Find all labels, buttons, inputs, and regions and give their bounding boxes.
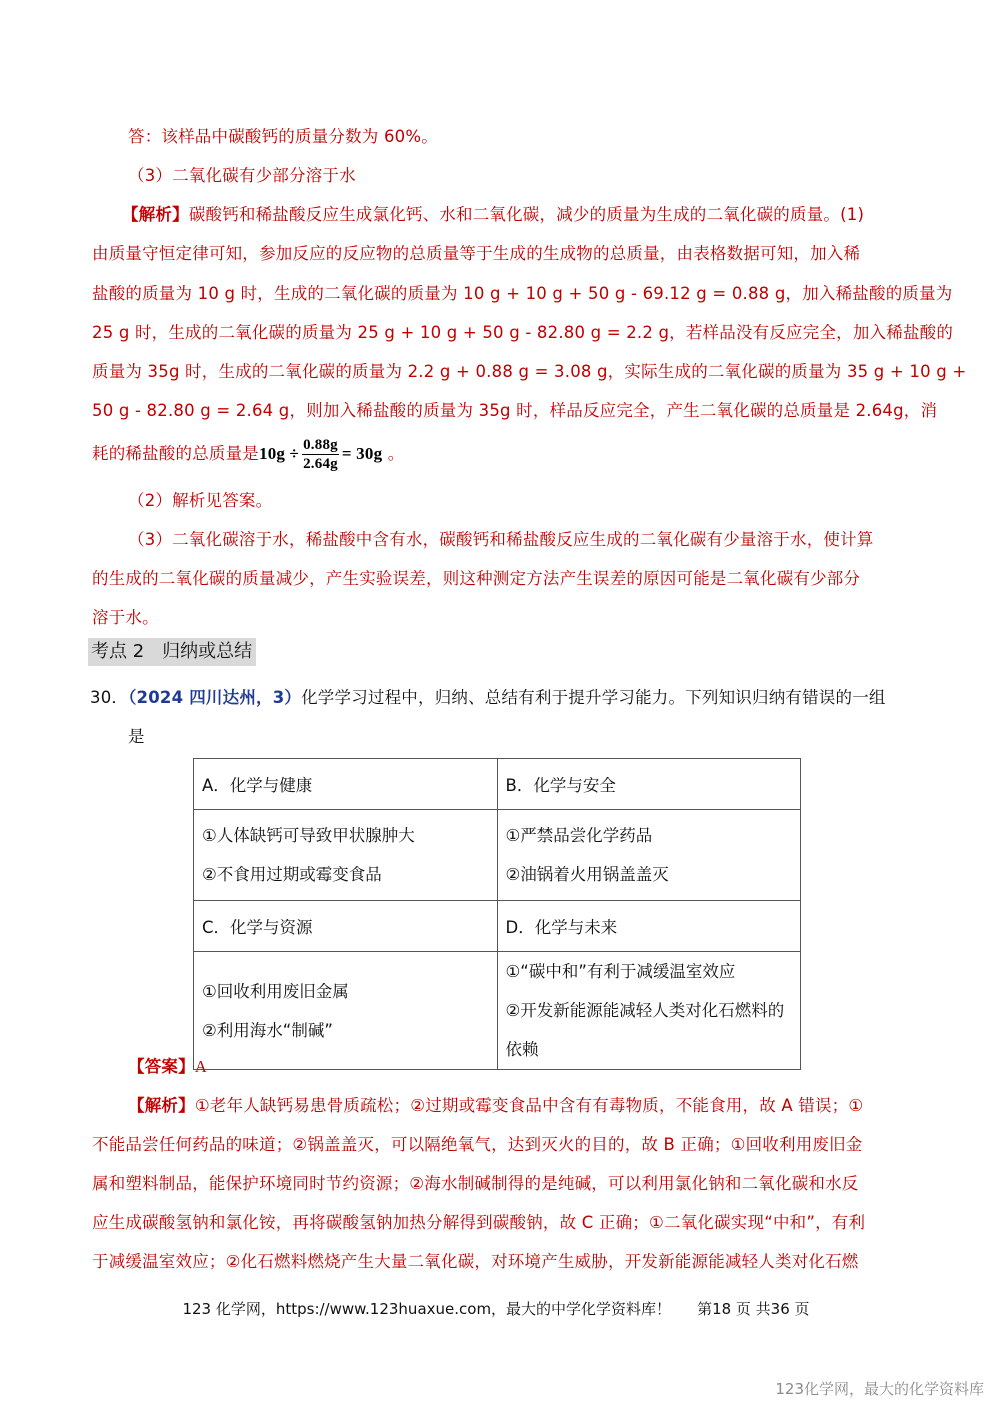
question-analysis-line-2: 不能品尝任何药品的味道；②锅盖盖灭，可以隔绝氧气，达到灭火的目的，故 B 正确；①回收利用废旧金: [92, 1135, 863, 1154]
formula-fraction: [302, 436, 339, 473]
formula-suffix: 。: [382, 444, 405, 463]
analysis-paragraph-line-2: 由质量守恒定律可知，参加反应的反应物的总质量等于生成的生成物的总质量，由表格数据可知，加入稀: [92, 244, 861, 263]
formula-prefix: 耗的稀盐酸的总质量是: [92, 444, 259, 463]
question-stem: 化学学习过程中，归纳、总结有利于提升学习能力。下列知识归纳有错误的一组: [301, 688, 886, 707]
option-d-item-2: ②开发新能源能减轻人类对化石燃料的依赖: [505, 1001, 785, 1059]
option-c-item-2: ②利用海水“制碱”: [202, 1020, 333, 1040]
watermark: 123化学网，最大的化学资料库: [775, 1380, 984, 1398]
question-source: （2024 四川达州，3）: [128, 688, 302, 707]
table-row: [194, 901, 801, 952]
question-analysis-text: ①老年人缺钙易患骨质疏松；②过期或霉变食品中含有有毒物质，不能食用，故 A 错误；①: [194, 1096, 864, 1115]
option-d-items: [497, 952, 801, 1070]
option-d-title: D．化学与未来: [497, 901, 801, 952]
option-a-items: [194, 810, 498, 901]
analysis-paragraph-line-3: 盐酸的质量为 10 g 时，生成的二氧化碳的质量为 10 g + 10 g + 50 g - 69.12 g = 0.88 g，加入稀盐酸的质量为: [92, 284, 953, 303]
question-analysis-line-3: 属和塑料制品，能保护环境同时节约资源；②海水制碱制得的是纯碱，可以利用氯化钠和二氧化碳和水反: [92, 1174, 859, 1193]
analysis-paragraph-line-6: 50 g - 82.80 g = 2.64 g，则加入稀盐酸的质量为 35g 时，样品反应完全，产生二氧化碳的总质量是 2.64g，消: [92, 401, 938, 420]
table-row: [194, 810, 801, 901]
option-b-title: B．化学与安全: [497, 759, 801, 810]
fraction-numerator: 0.88g: [303, 437, 338, 453]
answer-value: A: [194, 1057, 207, 1076]
option-b-items: [497, 810, 801, 901]
analysis-paragraph-line-1: [92, 205, 907, 225]
question-analysis-line-5: 于减缓温室效应；②化石燃料燃烧产生大量二氧化碳，对环境产生威胁，开发新能源能减轻人类对化石燃: [92, 1252, 859, 1271]
answer-label: 【答案】: [128, 1057, 195, 1076]
part2-analysis: （2）解析见答案。: [128, 491, 273, 510]
question-stem-line-1: [90, 688, 905, 708]
question-analysis-line-1: [128, 1096, 943, 1116]
option-a-item-1: ①人体缺钙可导致甲状腺肿大: [202, 826, 415, 845]
option-d-item-1: ①“碳中和”有利于减缓温室效应: [505, 962, 736, 981]
analysis-text: 碳酸钙和稀盐酸反应生成氯化钙、水和二氧化碳，减少的质量为生成的二氧化碳的质量。(1): [188, 205, 865, 224]
answer-conclusion: 答：该样品中碳酸钙的质量分数为 60%。: [128, 127, 438, 146]
question-number: 30．: [90, 688, 129, 707]
page-footer: [0, 1298, 992, 1319]
knowledge-table: [193, 758, 801, 1070]
question-analysis-label: 【解析】: [128, 1096, 195, 1115]
part3-answer: （3）二氧化碳有少部分溶于水: [128, 166, 356, 185]
fraction-denominator: 2.64g: [303, 456, 338, 472]
part3-analysis-line-3: 溶于水。: [92, 608, 159, 627]
analysis-paragraph-line-4: 25 g 时，生成的二氧化碳的质量为 25 g + 10 g + 50 g - 82.80 g = 2.2 g，若样品没有反应完全，加入稀盐酸的: [92, 323, 954, 342]
footer-site-text: 123 化学网，https://www.123huaxue.com，最大的中学化学资料库！: [182, 1300, 672, 1318]
section-heading: 考点 2 归纳或总结: [88, 638, 256, 666]
option-a-item-2: ②不食用过期或霉变食品: [202, 865, 382, 884]
option-c-item-1: ①回收利用废旧金属: [202, 981, 349, 1001]
option-a-title: A．化学与健康: [194, 759, 498, 810]
question-stem-line-2: 是: [128, 727, 145, 746]
formula-line: [92, 436, 907, 473]
analysis-label: 【解析】: [122, 205, 189, 224]
formula-lhs: 10g ÷: [259, 444, 300, 463]
option-c-items: [194, 952, 498, 1070]
option-b-item-1: ①严禁品尝化学药品: [505, 826, 653, 845]
answer-line: [128, 1057, 943, 1077]
footer-page-number: 第18 页 共36 页: [697, 1300, 810, 1318]
part3-analysis-line-2: 的生成的二氧化碳的质量减少，产生实验误差，则这种测定方法产生误差的原因可能是二氧化碳有少部分: [92, 569, 861, 588]
analysis-paragraph-line-5: 质量为 35g 时，生成的二氧化碳的质量为 2.2 g + 0.88 g = 3.08 g，实际生成的二氧化碳的质量为 35 g + 10 g +: [92, 362, 967, 381]
table-row: [194, 759, 801, 810]
option-c-title: C．化学与资源: [194, 901, 498, 952]
part3-analysis-line-1: （3）二氧化碳溶于水，稀盐酸中含有水，碳酸钙和稀盐酸反应生成的二氧化碳有少量溶于水，使计算: [128, 530, 874, 549]
option-b-item-2: ②油锅着火用锅盖盖灭: [505, 865, 669, 884]
question-analysis-line-4: 应生成碳酸氢钠和氯化铵，再将碳酸氢钠加热分解得到碳酸钠，故 C 正确；①二氧化碳实现“中和”，有利: [92, 1213, 866, 1232]
formula-rhs: = 30g: [341, 444, 383, 463]
table-row: [194, 952, 801, 1070]
